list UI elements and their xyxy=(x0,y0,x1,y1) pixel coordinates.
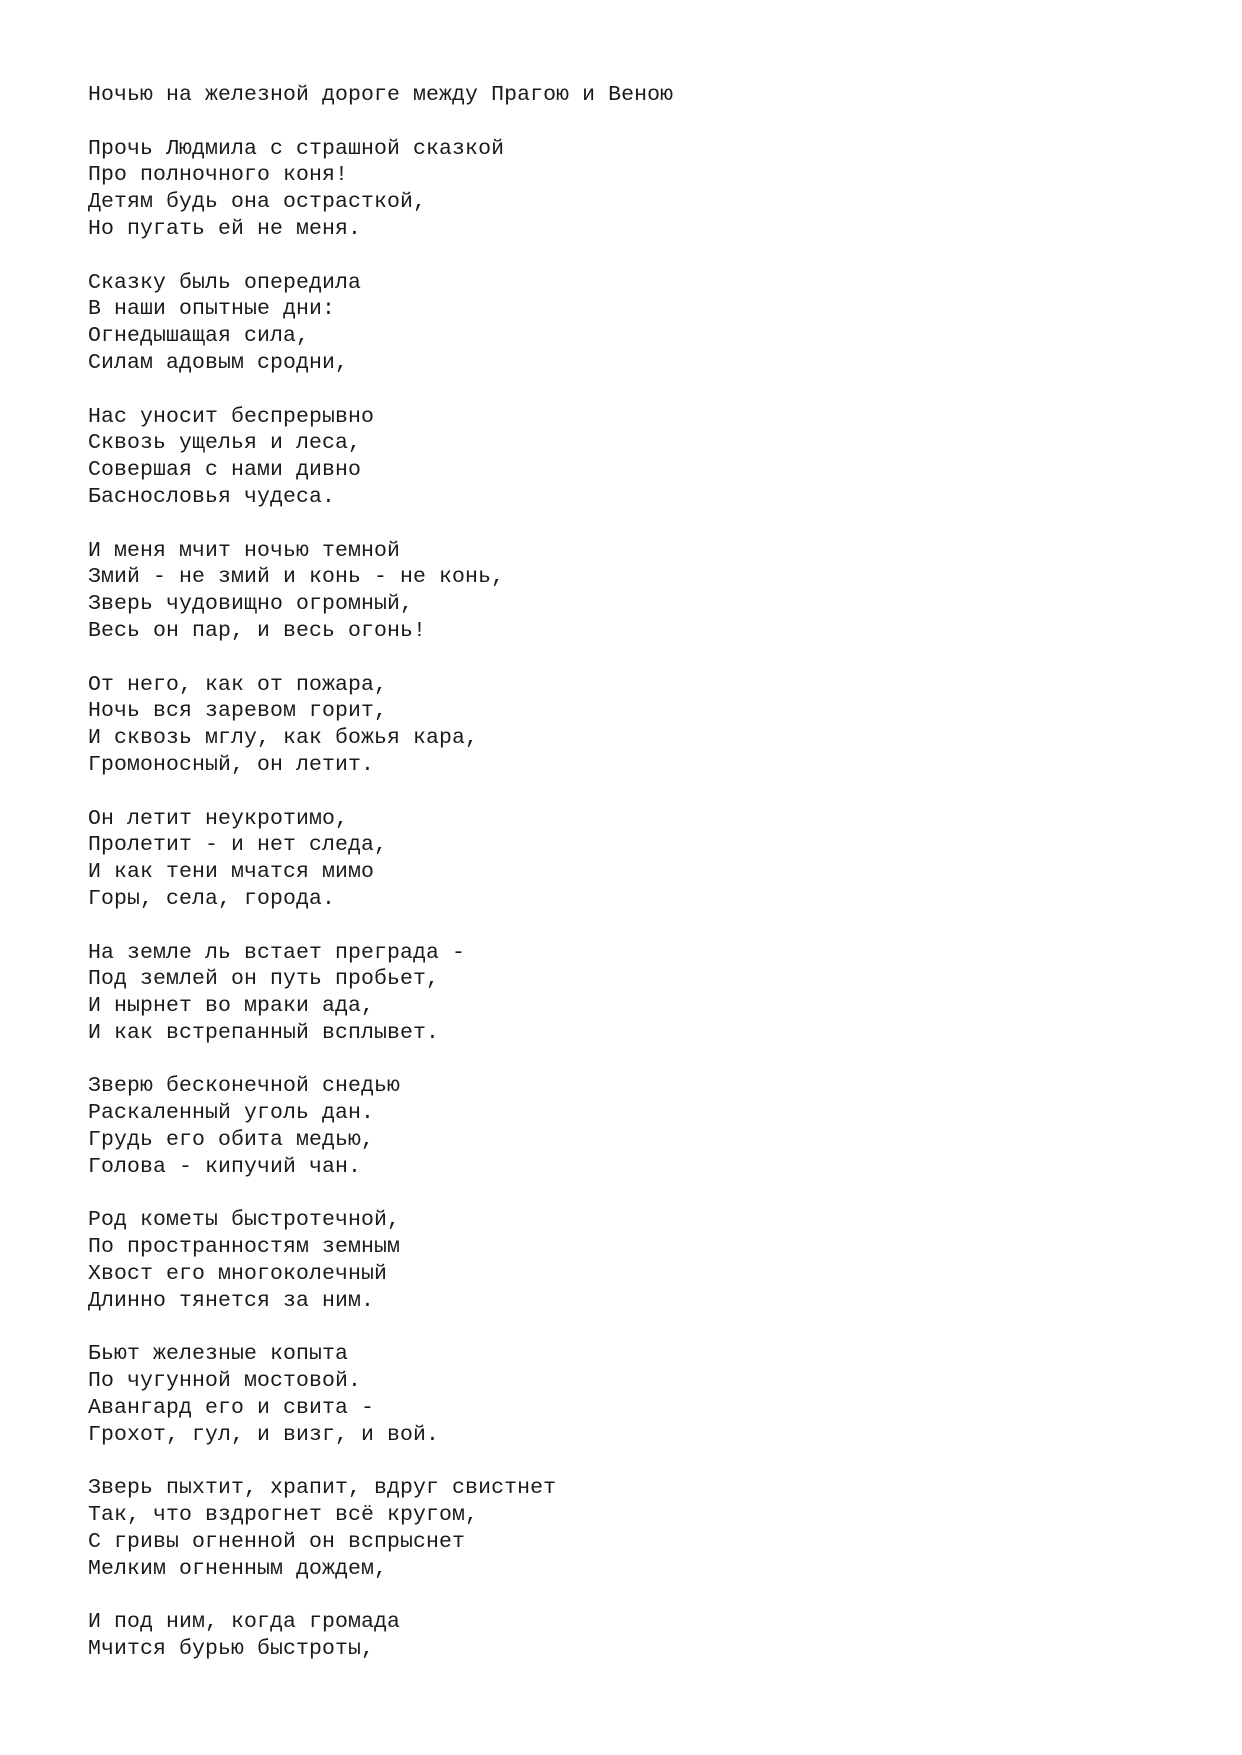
stanza-list xyxy=(88,136,1188,1663)
poem-line: Баснословья чудеса. xyxy=(88,484,336,509)
poem xyxy=(88,82,1188,1690)
poem-line: Горы, села, города. xyxy=(88,886,336,911)
poem-line: Под землей он путь пробьет, xyxy=(88,967,440,992)
poem-line: Зверь пыхтит, храпит, вдруг свистнет xyxy=(88,1476,557,1501)
stanza xyxy=(88,1609,1188,1663)
poem-line: Так, что вздрогнет всё кругом, xyxy=(88,1503,479,1528)
stanza xyxy=(88,672,1188,779)
poem-line: Длинно тянется за ним. xyxy=(88,1288,375,1313)
poem-line: Авангард его и свита - xyxy=(88,1396,375,1421)
poem-line: И сквозь мглу, как божья кара, xyxy=(88,726,479,751)
poem-line: Зверь чудовищно огромный, xyxy=(88,592,414,617)
poem-line: Совершая с нами дивно xyxy=(88,458,362,483)
stanza xyxy=(88,940,1188,1047)
poem-line: Пролетит - и нет следа, xyxy=(88,833,388,858)
poem-line: Сказку быль опередила xyxy=(88,270,362,295)
poem-line: Громоносный, он летит. xyxy=(88,752,375,777)
poem-line: Огнедышащая сила, xyxy=(88,324,310,349)
poem-line: Но пугать ей не меня. xyxy=(88,216,362,241)
poem-line: В наши опытные дни: xyxy=(88,297,336,322)
poem-line: Змий - не змий и конь - не конь, xyxy=(88,565,505,590)
stanza xyxy=(88,1341,1188,1448)
stanza xyxy=(88,1475,1188,1582)
poem-line: И под ним, когда громада xyxy=(88,1610,401,1635)
poem-line: Грохот, гул, и визг, и вой. xyxy=(88,1422,440,1447)
poem-line: Он летит неукротимо, xyxy=(88,806,349,831)
poem-line: Раскаленный уголь дан. xyxy=(88,1101,375,1126)
stanza xyxy=(88,806,1188,913)
poem-line: Голова - кипучий чан. xyxy=(88,1154,362,1179)
poem-line: И нырнет во мраки ада, xyxy=(88,994,375,1019)
poem-line: Про полночного коня! xyxy=(88,163,349,188)
poem-line: И меня мчит ночью темной xyxy=(88,538,401,563)
poem-line: Хвост его многоколечный xyxy=(88,1262,388,1287)
stanza xyxy=(88,1207,1188,1314)
poem-line: Зверю бесконечной снедью xyxy=(88,1074,401,1099)
poem-line: Силам адовым сродни, xyxy=(88,350,349,375)
poem-line: Сквозь ущелья и леса, xyxy=(88,431,362,456)
stanza xyxy=(88,270,1188,377)
poem-title: Ночью на железной дороге между Прагою и Веною xyxy=(88,83,674,107)
poem-line: Бьют железные копыта xyxy=(88,1342,349,1367)
poem-line: И как тени мчатся мимо xyxy=(88,860,375,885)
stanza xyxy=(88,404,1188,511)
poem-line: Мелким огненным дождем, xyxy=(88,1556,388,1581)
poem-line: Детям будь она острасткой, xyxy=(88,190,427,215)
stanza xyxy=(88,1073,1188,1180)
stanza xyxy=(88,136,1188,243)
poem-line: Нас уносит беспрерывно xyxy=(88,404,375,429)
poem-line: На земле ль встает преграда - xyxy=(88,940,466,965)
poem-line: Род кометы быстротечной, xyxy=(88,1208,401,1233)
poem-line: По чугунной мостовой. xyxy=(88,1369,362,1394)
poem-line: По пространностям земным xyxy=(88,1235,401,1260)
poem-line: От него, как от пожара, xyxy=(88,672,388,697)
poem-line: И как встрепанный всплывет. xyxy=(88,1020,440,1045)
poem-line: С гривы огненной он вспрыснет xyxy=(88,1530,466,1555)
poem-line: Мчится бурью быстроты, xyxy=(88,1637,375,1662)
poem-line: Ночь вся заревом горит, xyxy=(88,699,388,724)
poem-line: Грудь его обита медью, xyxy=(88,1128,375,1153)
stanza xyxy=(88,538,1188,645)
poem-line: Прочь Людмила с страшной сказкой xyxy=(88,136,505,161)
poem-line: Весь он пар, и весь огонь! xyxy=(88,618,427,643)
